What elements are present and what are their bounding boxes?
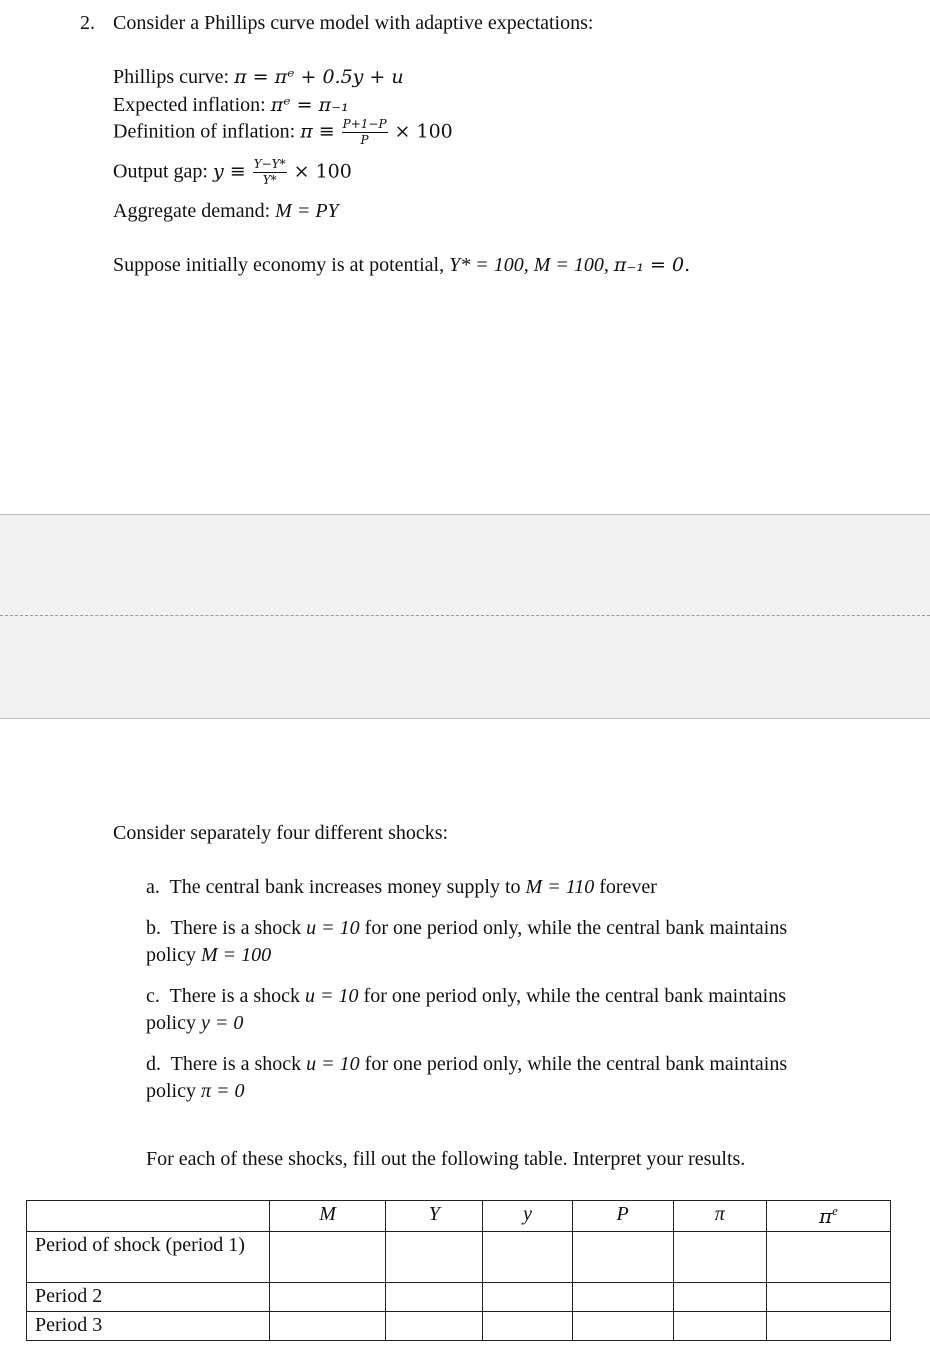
table-cell[interactable] xyxy=(270,1232,386,1283)
row-label: Period 2 xyxy=(27,1283,270,1312)
shock-policy-math: y = 0 xyxy=(201,1012,244,1034)
gap-fraction xyxy=(253,158,287,187)
shock-label: c. xyxy=(146,985,160,1007)
table-cell[interactable] xyxy=(386,1283,483,1312)
shock-text: There is a shock xyxy=(170,1053,302,1075)
inflation-numerator: P+1−P xyxy=(342,118,388,133)
expected-expression: πᵉ = π₋₁ xyxy=(270,94,349,116)
table-cell[interactable] xyxy=(270,1312,386,1341)
inflation-fraction xyxy=(342,118,388,147)
expected-inflation-line xyxy=(113,94,349,117)
table-cell[interactable] xyxy=(483,1283,572,1312)
table-row xyxy=(27,1283,891,1312)
header-m: M xyxy=(270,1201,386,1232)
aggregate-demand-line xyxy=(113,200,339,223)
shock-math: u = 10 xyxy=(305,985,359,1007)
shock-policy-math: π = 0 xyxy=(201,1080,245,1102)
row-label: Period 3 xyxy=(27,1312,270,1341)
shock-tail: forever xyxy=(599,876,657,898)
table-cell[interactable] xyxy=(386,1232,483,1283)
shocks-intro: Consider separately four different shocks: xyxy=(113,822,449,844)
shock-math: u = 10 xyxy=(306,917,360,939)
ad-label: Aggregate demand: xyxy=(113,200,271,222)
header-empty xyxy=(27,1201,270,1232)
shock-label: a. xyxy=(146,876,160,898)
initial-conditions xyxy=(113,254,690,277)
shock-item-d-line2 xyxy=(146,1080,245,1103)
inflation-denominator: P xyxy=(360,133,369,148)
row-label: Period of shock (period 1) xyxy=(27,1232,270,1283)
gap-numerator: Y−Y* xyxy=(253,158,287,173)
header-pi: π xyxy=(673,1201,766,1232)
gap-multiplier: × 100 xyxy=(293,160,352,183)
table-cell[interactable] xyxy=(483,1312,572,1341)
table-cell[interactable] xyxy=(386,1312,483,1341)
header-y-gap: y xyxy=(483,1201,572,1232)
shock-text: The central bank increases money supply to xyxy=(169,876,521,898)
table-cell[interactable] xyxy=(572,1232,673,1283)
phillips-expression: π = πᵉ + 0.5y + u xyxy=(234,66,404,88)
initial-values: Y* = 100, M = 100, xyxy=(449,254,609,276)
table-row xyxy=(27,1232,891,1283)
gap-denominator: Y* xyxy=(262,173,277,188)
shock-item-a xyxy=(146,876,657,899)
phillips-label: Phillips curve: xyxy=(113,66,230,88)
shock-policy-math: M = 100 xyxy=(201,944,272,966)
shock-label: d. xyxy=(146,1053,161,1075)
shock-math: u = 10 xyxy=(306,1053,360,1075)
shock-text: There is a shock xyxy=(170,917,302,939)
table-cell[interactable] xyxy=(270,1283,386,1312)
table-cell[interactable] xyxy=(766,1283,890,1312)
gap-label: Output gap: xyxy=(113,160,208,183)
table-header-row xyxy=(27,1201,891,1232)
header-p: P xyxy=(572,1201,673,1232)
shock-item-c xyxy=(146,985,786,1008)
table-cell[interactable] xyxy=(766,1232,890,1283)
table-cell[interactable] xyxy=(766,1312,890,1341)
table-cell[interactable] xyxy=(572,1283,673,1312)
shock-math: M = 110 xyxy=(525,876,595,898)
shock-item-b xyxy=(146,917,787,940)
inflation-definition-line xyxy=(113,118,453,147)
shock-policy: policy xyxy=(146,944,196,966)
inflation-lhs: π ≡ xyxy=(300,120,335,143)
output-gap-line xyxy=(113,158,352,187)
ad-expression: M = PY xyxy=(275,200,339,222)
inflation-multiplier: × 100 xyxy=(394,120,453,143)
phillips-curve-line xyxy=(113,66,404,89)
expected-label: Expected inflation: xyxy=(113,94,266,116)
table-cell[interactable] xyxy=(572,1312,673,1341)
shock-label: b. xyxy=(146,917,161,939)
gap-lhs: y ≡ xyxy=(213,160,246,183)
table-row xyxy=(27,1312,891,1341)
header-pi-e: $\pi^e$ xyxy=(766,1201,890,1232)
shock-item-d xyxy=(146,1053,787,1076)
header-y-level: Y xyxy=(386,1201,483,1232)
initial-text: Suppose initially economy is at potential, xyxy=(113,254,445,276)
question-number: 2. xyxy=(80,12,95,34)
shock-tail: for one period only, while the central bank maintains xyxy=(364,917,788,939)
shock-text: There is a shock xyxy=(169,985,301,1007)
shock-item-c-line2 xyxy=(146,1012,243,1035)
table-cell[interactable] xyxy=(673,1232,766,1283)
initial-pi: π₋₁ = 0. xyxy=(613,254,691,276)
shock-policy: policy xyxy=(146,1080,196,1102)
page-break-band xyxy=(0,514,930,719)
shock-policy: policy xyxy=(146,1012,196,1034)
shock-tail: for one period only, while the central bank maintains xyxy=(364,1053,788,1075)
question-prompt: Consider a Phillips curve model with adaptive expectations: xyxy=(113,12,594,34)
shock-tail: for one period only, while the central bank maintains xyxy=(363,985,787,1007)
table-cell[interactable] xyxy=(673,1283,766,1312)
table-cell[interactable] xyxy=(673,1312,766,1341)
results-table xyxy=(26,1200,891,1341)
inflation-label: Definition of inflation: xyxy=(113,120,296,143)
shock-item-b-line2 xyxy=(146,944,271,967)
page-break-dashed-line xyxy=(0,615,930,616)
table-cell[interactable] xyxy=(483,1232,572,1283)
table-instruction: For each of these shocks, fill out the following table. Interpret your results. xyxy=(146,1148,746,1170)
